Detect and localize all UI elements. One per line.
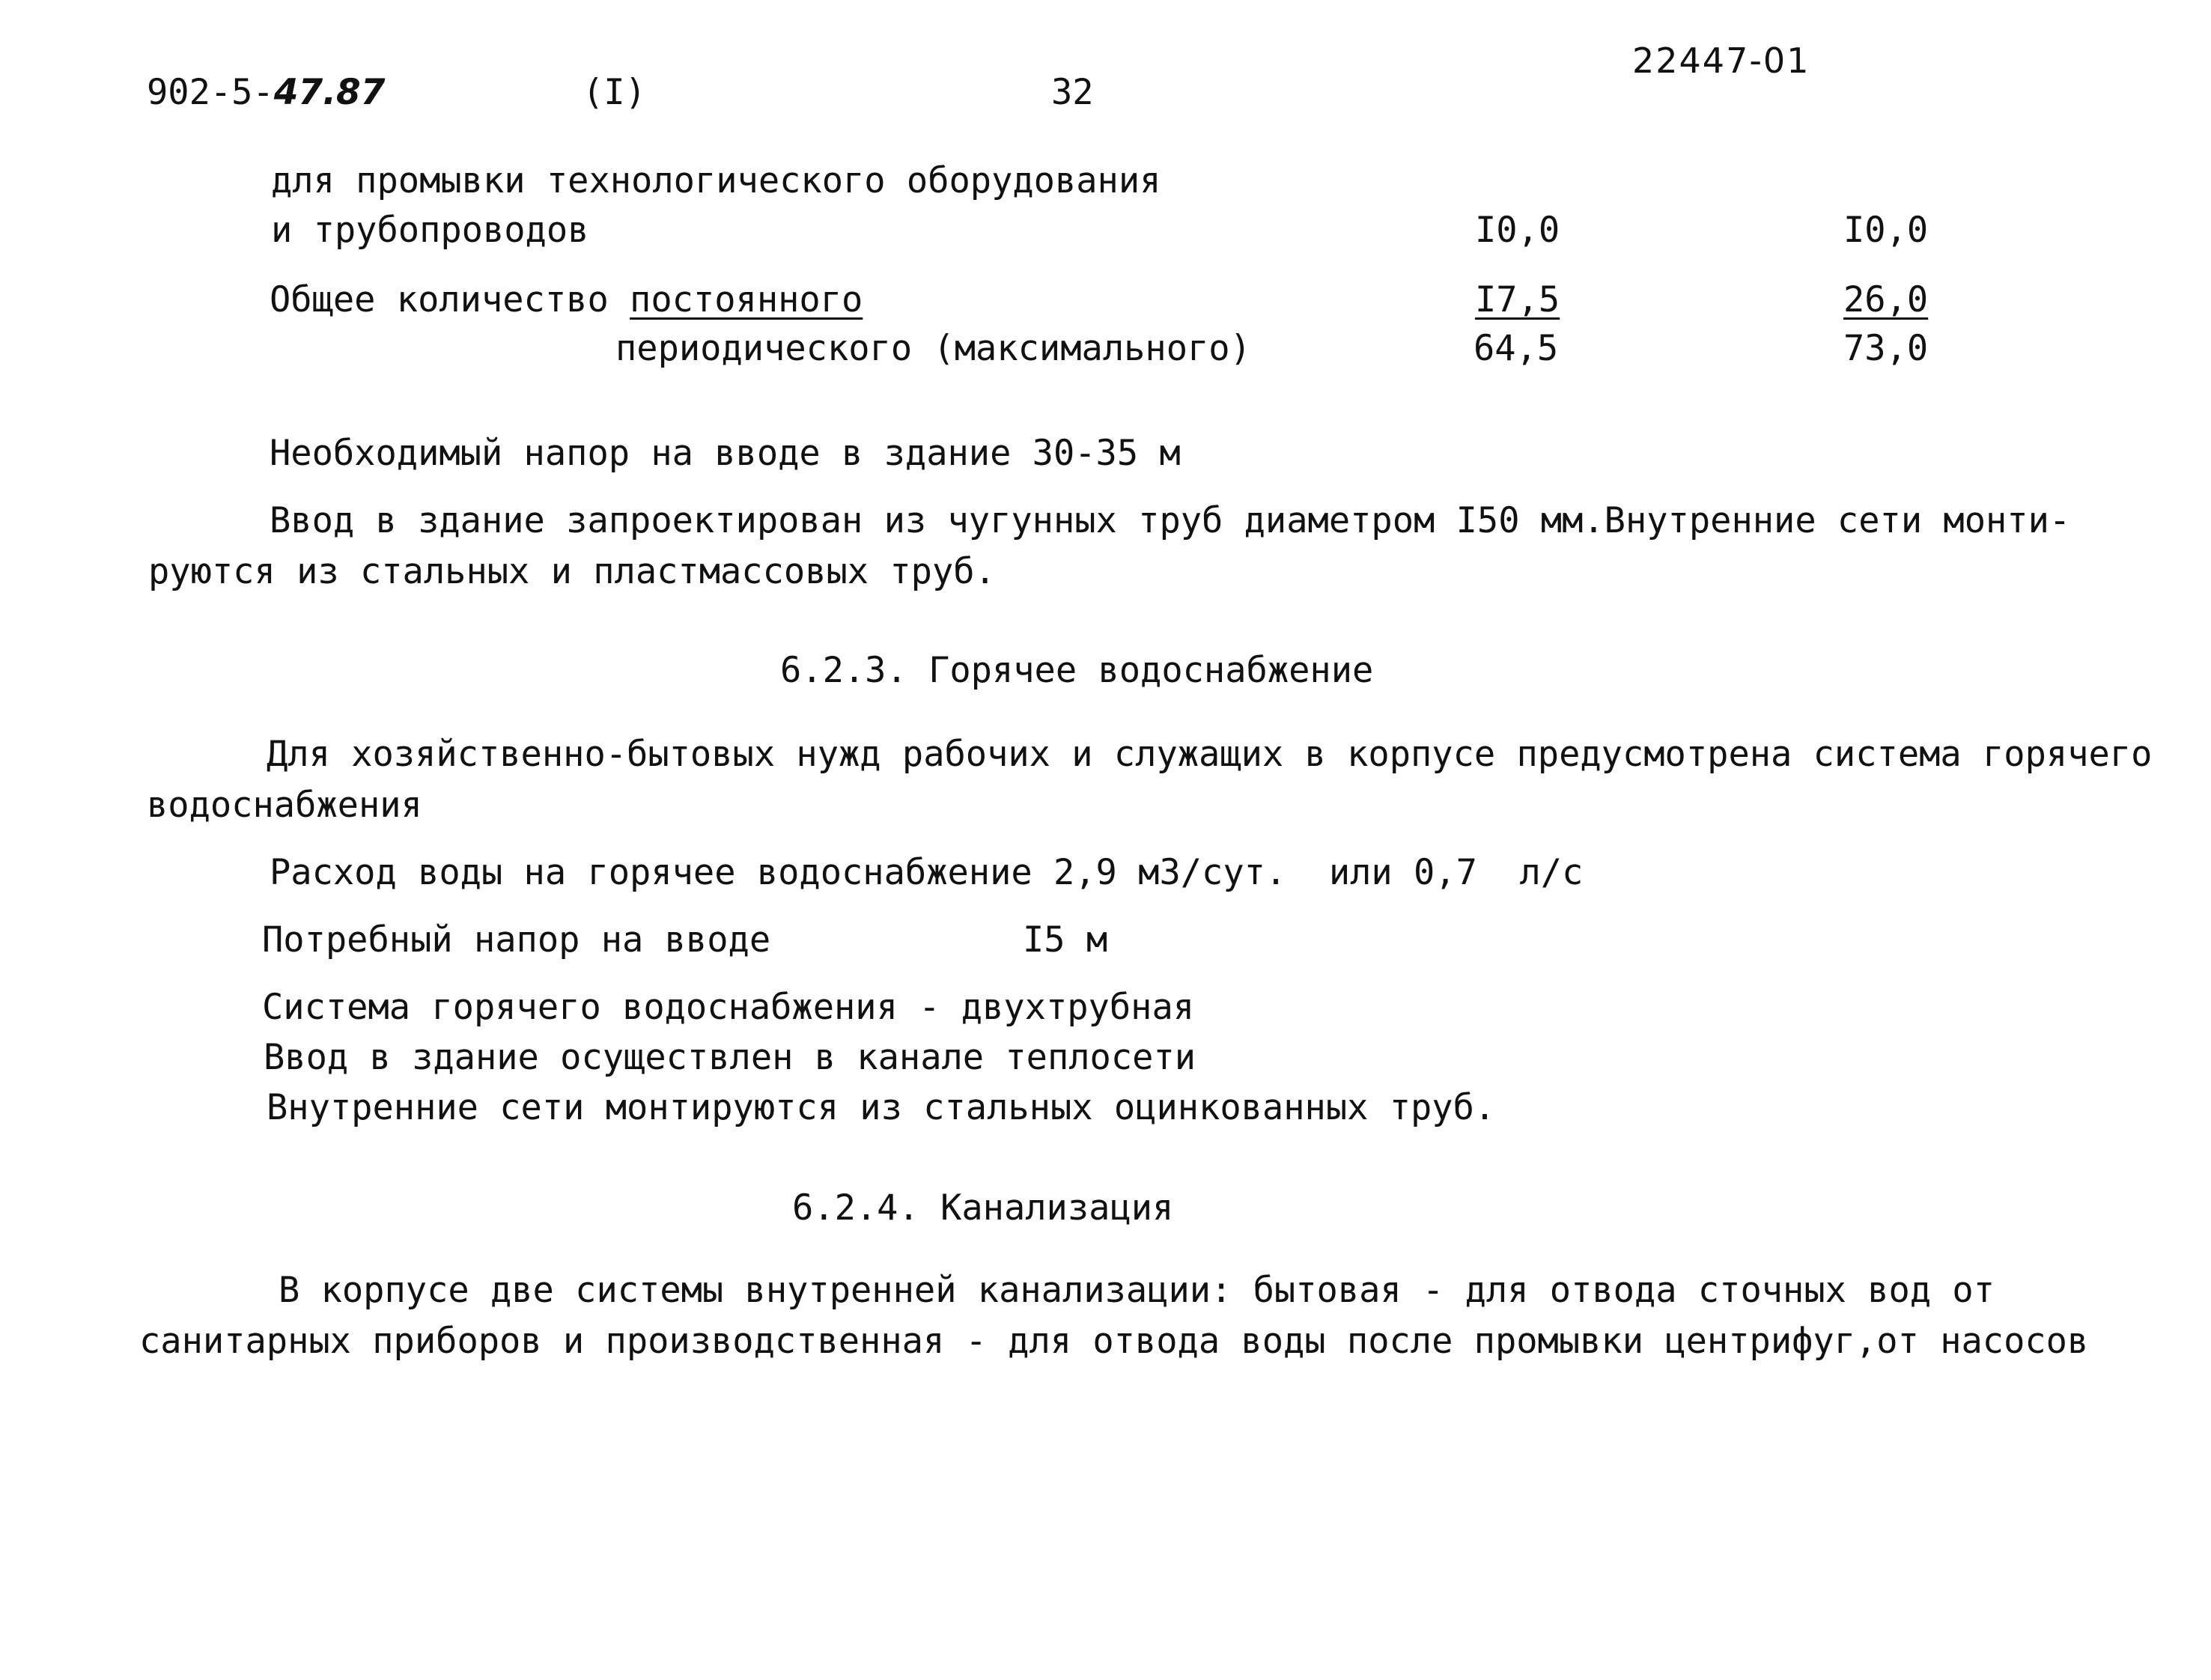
cold-water-input-line1: Ввод в здание запроектирован из чугунных труб диаметром I50 мм.Внутренние сети монти-: [270, 500, 2071, 541]
page-number: 32: [1051, 72, 1094, 113]
hot-water-system: Система горячего водоснабжения - двухтрубная: [262, 987, 1195, 1028]
flush-row-col1: I0,0: [1475, 210, 1560, 251]
sewerage-line2: санитарных приборов и производственная - для отвода воды после промывки центрифуг,от насосов: [139, 1321, 2089, 1362]
hot-water-heading: 6.2.3. Горячее водоснабжение: [780, 650, 1374, 691]
total-periodic-col2: 73,0: [1843, 328, 1929, 369]
document-code-prefix: 902-5-: [147, 72, 274, 113]
flush-row-label-line1: для промывки технологического оборудования: [271, 160, 1161, 201]
hot-water-consumption: Расход воды на горячее водоснабжение 2,9 м3/сут. или 0,7 л/с: [270, 852, 1584, 893]
total-constant-label-prefix: Общее количество: [270, 279, 609, 320]
hot-water-internal: Внутренние сети монтируются из стальных оцинкованных труб.: [267, 1087, 1496, 1128]
flush-row-label-line2: и трубопроводов: [271, 210, 589, 251]
total-constant-col2: 26,0: [1843, 279, 1929, 320]
hot-water-intro-line1: Для хозяйственно-бытовых нужд рабочих и служащих в корпусе предусмотрена система горячего: [267, 734, 2153, 775]
hot-water-input: Ввод в здание осуществлен в канале теплосети: [264, 1037, 1196, 1078]
volume-number: (I): [583, 72, 646, 113]
hot-water-pressure-label: Потребный напор на вводе: [262, 919, 771, 961]
cold-water-input-line2: руются из стальных и пластмассовых труб.: [148, 551, 996, 592]
document-code: [147, 72, 386, 113]
total-periodic-label: периодического (максимального): [615, 328, 1251, 369]
total-constant-col1: I7,5: [1475, 279, 1560, 320]
total-constant-label-kind: постоянного: [630, 279, 863, 320]
total-constant-label: [270, 279, 863, 320]
sewerage-heading: 6.2.4. Канализация: [792, 1187, 1174, 1229]
flush-row-col2: I0,0: [1843, 210, 1929, 251]
sewerage-line1: В корпусе две системы внутренней канализации: бытовая - для отвода сточных вод от: [279, 1270, 1995, 1311]
document-code-handwritten: 47.87: [273, 72, 386, 113]
archive-stamp-number: 22447-01: [1632, 40, 1810, 81]
cold-water-pressure: Необходимый напор на вводе в здание 30-35 м: [270, 433, 1181, 474]
total-periodic-col1: 64,5: [1474, 328, 1559, 369]
hot-water-pressure-value: I5 м: [1023, 919, 1108, 961]
hot-water-intro-line2: водоснабжения: [147, 785, 422, 826]
